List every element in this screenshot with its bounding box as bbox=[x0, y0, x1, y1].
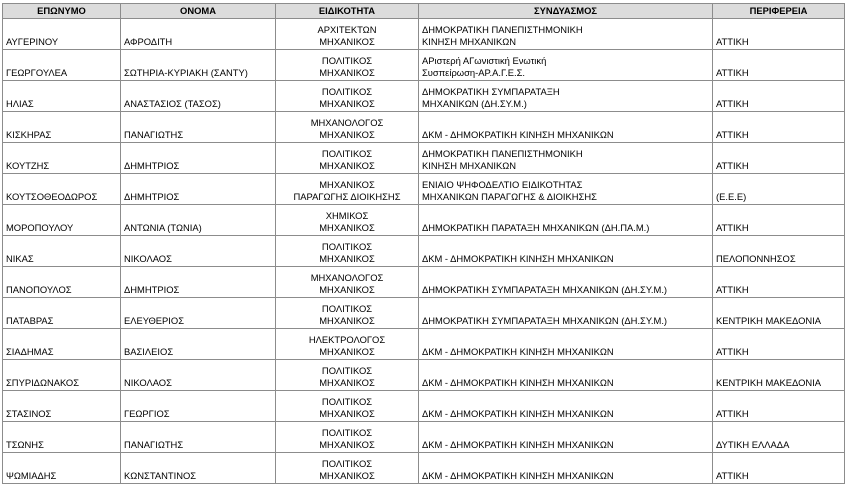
cell-coalition-line: ΔΚΜ - ΔΗΜΟΚΡΑΤΙΚΗ ΚΙΝΗΣΗ ΜΗΧΑΝΙΚΩΝ bbox=[422, 129, 614, 140]
cell-specialty-line: ΜΗΧΑΝΙΚΟΣ bbox=[319, 36, 375, 47]
cell-region: ΑΤΤΙΚΗ bbox=[713, 205, 845, 236]
cell-specialty-line: ΠΟΛΙΤΙΚΟΣ bbox=[321, 458, 373, 469]
cell-surname: ΣΠΥΡΙΔΩΝΑΚΟΣ bbox=[3, 360, 121, 391]
cell-coalition-line: ΔΗΜΟΚΡΑΤΙΚΗ ΣΥΜΠΑΡΑΤΑΞΗ ΜΗΧΑΝΙΚΩΝ (ΔΗ.ΣΥ.Μ.) bbox=[422, 315, 668, 326]
cell-specialty-line: ΠΟΛΙΤΙΚΟΣ bbox=[321, 303, 373, 314]
cell-specialty-line: ΜΗΧΑΝΙΚΟΣ bbox=[319, 377, 375, 388]
cell-specialty-line: ΜΗΧΑΝΟΛΟΓΟΣ bbox=[310, 117, 384, 128]
cell-coalition-line: ΔΚΜ - ΔΗΜΟΚΡΑΤΙΚΗ ΚΙΝΗΣΗ ΜΗΧΑΝΙΚΩΝ bbox=[422, 439, 614, 450]
cell-specialty-line: ΜΗΧΑΝΙΚΟΣ bbox=[319, 253, 375, 264]
table-row bbox=[3, 360, 845, 391]
cell-coalition bbox=[419, 81, 713, 112]
cell-coalition bbox=[419, 329, 713, 360]
cell-name: ΚΩΝΣΤΑΝΤΙΝΟΣ bbox=[121, 453, 276, 484]
cell-coalition-line: ΕΝΙΑΙΟ ΨΗΦΟΔΕΛΤΙΟ ΕΙΔΙΚΟΤΗΤΑΣ bbox=[422, 179, 583, 190]
cell-region: ΑΤΤΙΚΗ bbox=[713, 50, 845, 81]
cell-specialty-line: ΜΗΧΑΝΙΚΟΣ bbox=[319, 439, 375, 450]
cell-specialty-line: ΠΟΛΙΤΙΚΟΣ bbox=[321, 241, 373, 252]
cell-coalition bbox=[419, 453, 713, 484]
cell-specialty bbox=[276, 19, 419, 50]
cell-coalition-line: ΔΚΜ - ΔΗΜΟΚΡΑΤΙΚΗ ΚΙΝΗΣΗ ΜΗΧΑΝΙΚΩΝ bbox=[422, 408, 614, 419]
cell-specialty bbox=[276, 453, 419, 484]
table-row bbox=[3, 391, 845, 422]
cell-coalition bbox=[419, 360, 713, 391]
cell-coalition bbox=[419, 391, 713, 422]
cell-region: ΠΕΛΟΠΟΝΝΗΣΟΣ bbox=[713, 236, 845, 267]
cell-specialty-line: ΜΗΧΑΝΙΚΟΣ bbox=[319, 315, 375, 326]
table-row bbox=[3, 81, 845, 112]
cell-coalition bbox=[419, 174, 713, 205]
cell-surname: ΑΥΓΕΡΙΝΟΥ bbox=[3, 19, 121, 50]
cell-region: ΑΤΤΙΚΗ bbox=[713, 19, 845, 50]
cell-coalition-line: ΔΚΜ - ΔΗΜΟΚΡΑΤΙΚΗ ΚΙΝΗΣΗ ΜΗΧΑΝΙΚΩΝ bbox=[422, 253, 614, 264]
cell-specialty-line: ΗΛΕΚΤΡΟΛΟΓΟΣ bbox=[308, 334, 386, 345]
cell-name: ΒΑΣΙΛΕΙΟΣ bbox=[121, 329, 276, 360]
cell-region: ΑΤΤΙΚΗ bbox=[713, 267, 845, 298]
cell-specialty-line: ΜΗΧΑΝΙΚΟΣ bbox=[319, 284, 375, 295]
cell-specialty bbox=[276, 298, 419, 329]
cell-specialty-line: ΑΡΧΙΤΕΚΤΩΝ bbox=[317, 24, 377, 35]
table-row bbox=[3, 19, 845, 50]
column-header-coalition: ΣΥΝΔΥΑΣΜΟΣ bbox=[419, 4, 713, 19]
cell-specialty bbox=[276, 360, 419, 391]
cell-region: ΑΤΤΙΚΗ bbox=[713, 143, 845, 174]
cell-surname: ΓΕΩΡΓΟΥΛΕΑ bbox=[3, 50, 121, 81]
table-row bbox=[3, 329, 845, 360]
cell-specialty-line: ΜΗΧΑΝΙΚΟΣ bbox=[319, 129, 375, 140]
cell-coalition-line: ΔΚΜ - ΔΗΜΟΚΡΑΤΙΚΗ ΚΙΝΗΣΗ ΜΗΧΑΝΙΚΩΝ bbox=[422, 346, 614, 357]
cell-coalition-line: Συσπείρωση-ΑΡ.Α.Γ.Ε.Σ. bbox=[422, 67, 525, 78]
cell-coalition-line: ΔΗΜΟΚΡΑΤΙΚΗ ΣΥΜΠΑΡΑΤΑΞΗ ΜΗΧΑΝΙΚΩΝ (ΔΗ.ΣΥ.Μ.) bbox=[422, 284, 668, 295]
cell-specialty bbox=[276, 391, 419, 422]
cell-name: ΝΙΚΟΛΑΟΣ bbox=[121, 236, 276, 267]
table-row bbox=[3, 236, 845, 267]
cell-surname: ΨΩΜΙΑΔΗΣ bbox=[3, 453, 121, 484]
cell-region: ΚΕΝΤΡΙΚΗ ΜΑΚΕΔΟΝΙΑ bbox=[713, 360, 845, 391]
header-row bbox=[3, 4, 845, 19]
cell-name: ΑΝΑΣΤΑΣΙΟΣ (ΤΑΣΟΣ) bbox=[121, 81, 276, 112]
cell-name: ΑΦΡΟΔΙΤΗ bbox=[121, 19, 276, 50]
cell-specialty-line: ΜΗΧΑΝΙΚΟΣ bbox=[319, 470, 375, 481]
cell-name: ΔΗΜΗΤΡΙΟΣ bbox=[121, 143, 276, 174]
cell-specialty-line: ΠΟΛΙΤΙΚΟΣ bbox=[321, 427, 373, 438]
cell-coalition-line: ΔΚΜ - ΔΗΜΟΚΡΑΤΙΚΗ ΚΙΝΗΣΗ ΜΗΧΑΝΙΚΩΝ bbox=[422, 377, 614, 388]
cell-surname: ΣΙΑΔΗΜΑΣ bbox=[3, 329, 121, 360]
cell-specialty-line: ΜΗΧΑΝΙΚΟΣ bbox=[319, 408, 375, 419]
cell-specialty-line: ΠΟΛΙΤΙΚΟΣ bbox=[321, 55, 373, 66]
table-row bbox=[3, 453, 845, 484]
cell-specialty bbox=[276, 329, 419, 360]
cell-surname: ΤΣΩΝΗΣ bbox=[3, 422, 121, 453]
cell-specialty-line: ΠΟΛΙΤΙΚΟΣ bbox=[321, 365, 373, 376]
cell-specialty bbox=[276, 143, 419, 174]
column-header-surname: ΕΠΩΝΥΜΟ bbox=[3, 4, 121, 19]
table-row bbox=[3, 205, 845, 236]
table-row bbox=[3, 298, 845, 329]
cell-coalition bbox=[419, 267, 713, 298]
table-row bbox=[3, 143, 845, 174]
cell-specialty bbox=[276, 205, 419, 236]
column-header-specialty: ΕΙΔΙΚΟΤΗΤΑ bbox=[276, 4, 419, 19]
cell-coalition bbox=[419, 19, 713, 50]
cell-surname: ΚΙΣΚΗΡΑΣ bbox=[3, 112, 121, 143]
cell-coalition-line: ΔΗΜΟΚΡΑΤΙΚΗ ΠΑΝΕΠΙΣΤΗΜΟΝΙΚΗ bbox=[422, 24, 583, 35]
cell-specialty bbox=[276, 50, 419, 81]
cell-coalition bbox=[419, 112, 713, 143]
cell-surname: ΚΟΥΤΣΟΘΕΟΔΩΡΟΣ bbox=[3, 174, 121, 205]
cell-specialty-line: ΜΗΧΑΝΙΚΟΣ bbox=[319, 346, 375, 357]
cell-coalition-line: ΑΡιστερή ΑΓωνιστική Ενωτική bbox=[422, 55, 547, 66]
cell-specialty-line: ΧΗΜΙΚΟΣ bbox=[325, 210, 369, 221]
table-row bbox=[3, 422, 845, 453]
cell-region: ΑΤΤΙΚΗ bbox=[713, 391, 845, 422]
cell-name: ΕΛΕΥΘΕΡΙΟΣ bbox=[121, 298, 276, 329]
cell-coalition-line: ΔΗΜΟΚΡΑΤΙΚΗ ΠΑΡΑΤΑΞΗ ΜΗΧΑΝΙΚΩΝ (ΔΗ.ΠΑ.Μ.) bbox=[422, 222, 650, 233]
candidates-table bbox=[2, 3, 845, 484]
cell-specialty-line: ΜΗΧΑΝΟΛΟΓΟΣ bbox=[310, 272, 384, 283]
cell-name: ΠΑΝΑΓΙΩΤΗΣ bbox=[121, 422, 276, 453]
cell-specialty bbox=[276, 267, 419, 298]
column-header-name: ΟΝΟΜΑ bbox=[121, 4, 276, 19]
cell-region: ΑΤΤΙΚΗ bbox=[713, 81, 845, 112]
cell-coalition-line: ΚΙΝΗΣΗ ΜΗΧΑΝΙΚΩΝ bbox=[422, 160, 517, 171]
cell-specialty-line: ΠΟΛΙΤΙΚΟΣ bbox=[321, 396, 373, 407]
cell-coalition bbox=[419, 422, 713, 453]
cell-specialty-line: ΜΗΧΑΝΙΚΟΣ bbox=[319, 222, 375, 233]
cell-region: ΚΕΝΤΡΙΚΗ ΜΑΚΕΔΟΝΙΑ bbox=[713, 298, 845, 329]
cell-region: ΑΤΤΙΚΗ bbox=[713, 453, 845, 484]
cell-coalition bbox=[419, 50, 713, 81]
cell-surname: ΜΟΡΟΠΟΥΛΟΥ bbox=[3, 205, 121, 236]
table-body bbox=[3, 19, 845, 484]
cell-region: ΑΤΤΙΚΗ bbox=[713, 112, 845, 143]
cell-specialty-line: ΠΟΛΙΤΙΚΟΣ bbox=[321, 86, 373, 97]
cell-specialty-line: ΜΗΧΑΝΙΚΟΣ bbox=[319, 160, 375, 171]
cell-specialty bbox=[276, 422, 419, 453]
cell-specialty bbox=[276, 81, 419, 112]
cell-specialty-line: ΜΗΧΑΝΙΚΟΣ bbox=[319, 67, 375, 78]
cell-surname: ΗΛΙΑΣ bbox=[3, 81, 121, 112]
cell-specialty-line: ΜΗΧΑΝΙΚΟΣ bbox=[319, 179, 375, 190]
cell-specialty bbox=[276, 236, 419, 267]
cell-name: ΑΝΤΩΝΙΑ (ΤΩΝΙΑ) bbox=[121, 205, 276, 236]
cell-name: ΣΩΤΗΡΙΑ-ΚΥΡΙΑΚΗ (ΣΑΝΤΥ) bbox=[121, 50, 276, 81]
cell-coalition bbox=[419, 143, 713, 174]
cell-name: ΔΗΜΗΤΡΙΟΣ bbox=[121, 267, 276, 298]
cell-coalition bbox=[419, 236, 713, 267]
cell-name: ΠΑΝΑΓΙΩΤΗΣ bbox=[121, 112, 276, 143]
table-row bbox=[3, 50, 845, 81]
cell-coalition-line: ΜΗΧΑΝΙΚΩΝ (ΔΗ.ΣΥ.Μ.) bbox=[422, 98, 527, 109]
cell-coalition bbox=[419, 298, 713, 329]
cell-surname: ΠΑΤΑΒΡΑΣ bbox=[3, 298, 121, 329]
cell-name: ΓΕΩΡΓΙΟΣ bbox=[121, 391, 276, 422]
cell-specialty-line: ΜΗΧΑΝΙΚΟΣ bbox=[319, 98, 375, 109]
cell-region: ΔΥΤΙΚΗ ΕΛΛΑΔΑ bbox=[713, 422, 845, 453]
table-row bbox=[3, 112, 845, 143]
cell-specialty bbox=[276, 174, 419, 205]
column-header-region: ΠΕΡΙΦΕΡΕΙΑ bbox=[713, 4, 845, 19]
cell-coalition-line: ΔΗΜΟΚΡΑΤΙΚΗ ΣΥΜΠΑΡΑΤΑΞΗ bbox=[422, 86, 560, 97]
cell-coalition-line: ΔΚΜ - ΔΗΜΟΚΡΑΤΙΚΗ ΚΙΝΗΣΗ ΜΗΧΑΝΙΚΩΝ bbox=[422, 470, 614, 481]
cell-coalition-line: ΔΗΜΟΚΡΑΤΙΚΗ ΠΑΝΕΠΙΣΤΗΜΟΝΙΚΗ bbox=[422, 148, 583, 159]
table-row bbox=[3, 174, 845, 205]
cell-specialty-line: ΠΟΛΙΤΙΚΟΣ bbox=[321, 148, 373, 159]
cell-coalition bbox=[419, 205, 713, 236]
cell-name: ΝΙΚΟΛΑΟΣ bbox=[121, 360, 276, 391]
cell-surname: ΚΟΥΤΖΗΣ bbox=[3, 143, 121, 174]
cell-specialty bbox=[276, 112, 419, 143]
cell-coalition-line: ΜΗΧΑΝΙΚΩΝ ΠΑΡΑΓΩΓΗΣ & ΔΙΟΙΚΗΣΗΣ bbox=[422, 191, 597, 202]
cell-coalition-line: ΚΙΝΗΣΗ ΜΗΧΑΝΙΚΩΝ bbox=[422, 36, 517, 47]
cell-region: ΑΤΤΙΚΗ bbox=[713, 329, 845, 360]
cell-surname: ΠΑΝΟΠΟΥΛΟΣ bbox=[3, 267, 121, 298]
cell-surname: ΣΤΑΣΙΝΟΣ bbox=[3, 391, 121, 422]
cell-region: (Ε.Ε.Ε) bbox=[713, 174, 845, 205]
cell-specialty-line: ΠΑΡΑΓΩΓΗΣ ΔΙΟΙΚΗΣΗΣ bbox=[293, 191, 401, 202]
cell-surname: ΝΙΚΑΣ bbox=[3, 236, 121, 267]
table-row bbox=[3, 267, 845, 298]
cell-name: ΔΗΜΗΤΡΙΟΣ bbox=[121, 174, 276, 205]
